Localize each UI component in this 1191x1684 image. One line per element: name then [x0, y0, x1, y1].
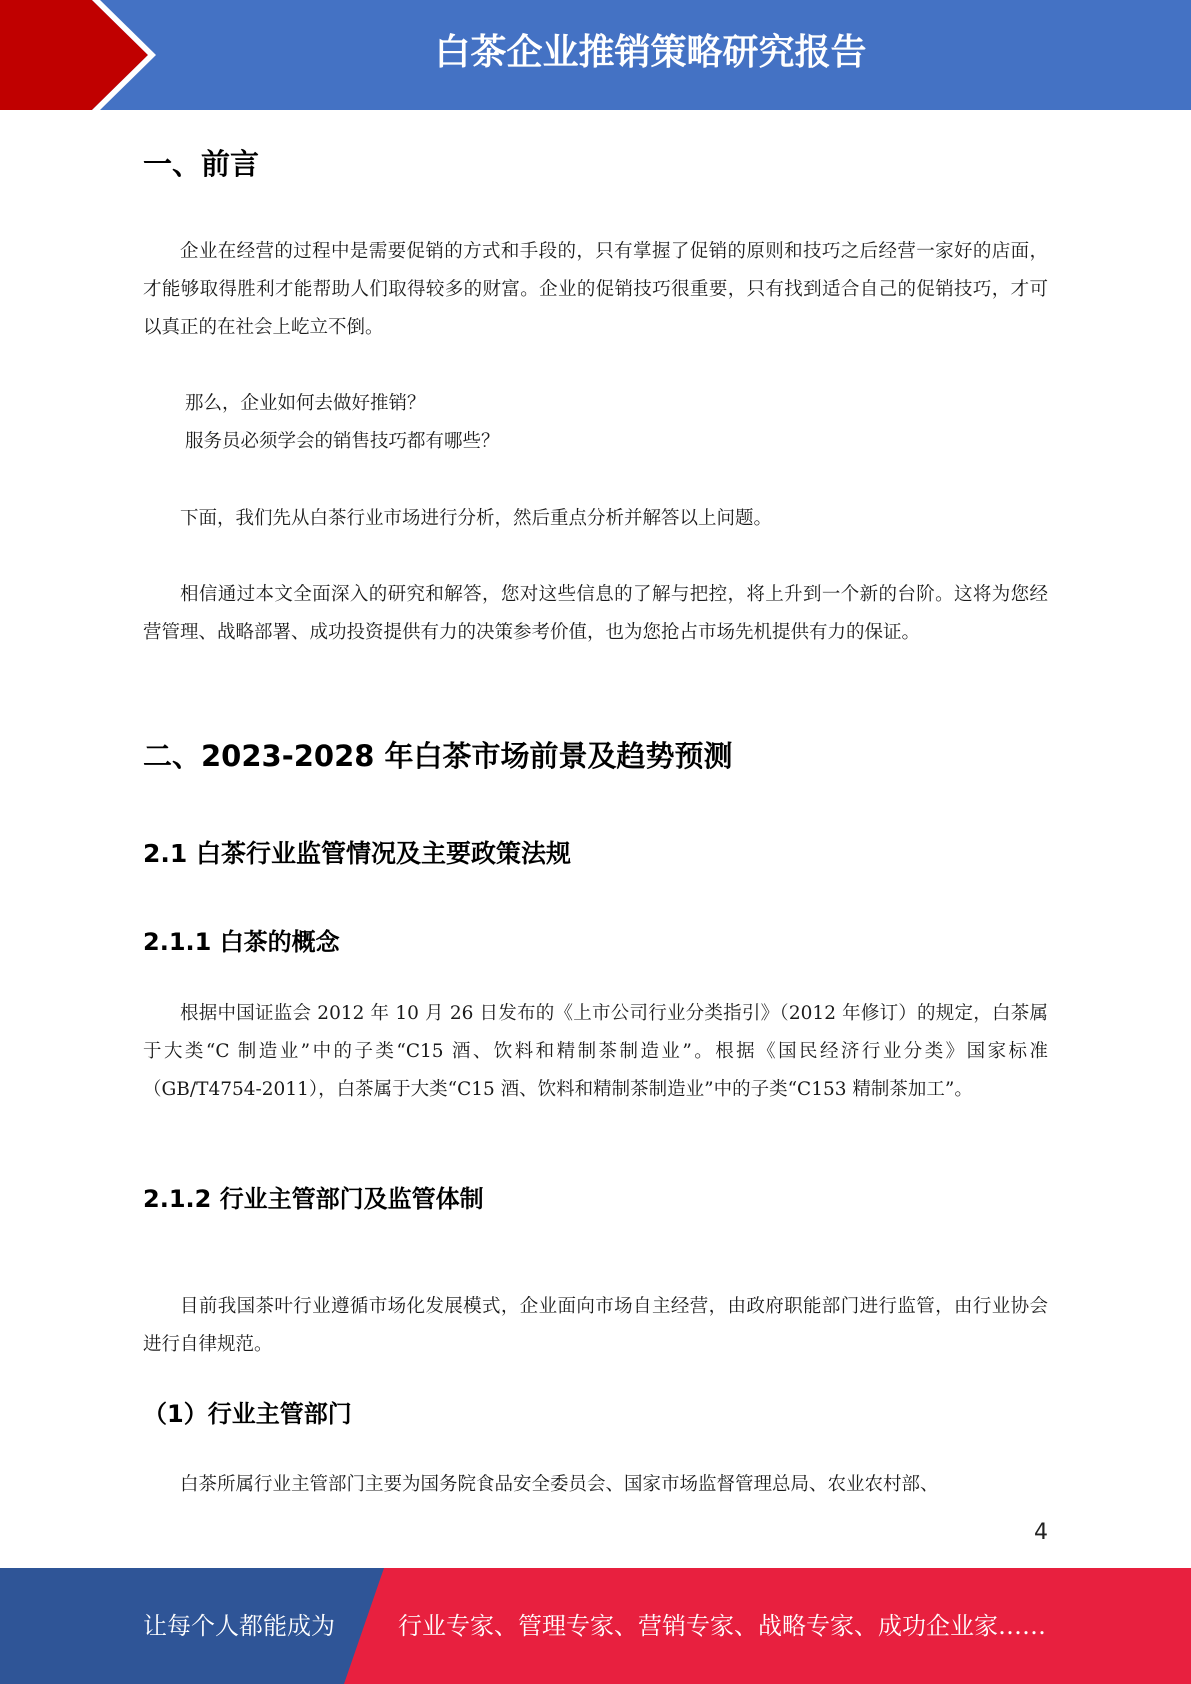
- preface-paragraph-3: 相信通过本文全面深入的研究和解答，您对这些信息的了解与把控，将上升到一个新的台阶。这将为您经营管理、战略部署、成功投资提供有力的决策参考价值，也为您抢占市场先机提供有力的保证。: [143, 584, 1048, 643]
- preface-heading: 一、前言: [143, 147, 260, 181]
- forecast-heading: 二、2023-2028 年白茶市场前景及趋势预测: [143, 739, 733, 773]
- authority-heading: （1）行业主管部门: [143, 1400, 352, 1428]
- section-2-1-1-heading: 2.1.1 白茶的概念: [143, 928, 340, 956]
- footer-slogan-right: 行业专家、管理专家、营销专家、战略专家、成功企业家……: [398, 1612, 1046, 1640]
- page-header: [0, 0, 1191, 110]
- section-2-1-2-heading: 2.1.2 行业主管部门及监管体制: [143, 1185, 484, 1213]
- authority-paragraph: 白茶所属行业主管部门主要为国务院食品安全委员会、国家市场监督管理总局、农业农村部、: [180, 1474, 939, 1495]
- footer-slogan-left: 让每个人都能成为: [143, 1612, 335, 1640]
- regulation-paragraph: 目前我国茶叶行业遵循市场化发展模式，企业面向市场自主经营，由政府职能部门进行监管，由行业协会进行自律规范。: [143, 1296, 1048, 1355]
- preface-paragraph-1: 企业在经营的过程中是需要促销的方式和手段的，只有掌握了促销的原则和技巧之后经营一家好的店面，才能够取得胜利才能帮助人们取得较多的财富。企业的促销技巧很重要，只有找到适合自己的促销技巧，才可以真正的在社会上屹立不倒。: [143, 241, 1048, 338]
- header-title: 白茶企业推销策略研究报告: [434, 32, 867, 73]
- question-2: 服务员必须学会的销售技巧都有哪些？: [185, 431, 500, 452]
- concept-paragraph: 根据中国证监会 2012 年 10 月 26 日发布的《上市公司行业分类指引》（2012 年修订）的规定，白茶属于大类“C 制造业”中的子类“C15 酒、饮料和精制茶制造业”。根据《国民经济行业分类》国家标准（GB/T4754-2011），白茶属于大类“C15 酒、饮料和精制茶制造业”中的子类“C153 精制茶加工”。: [143, 1003, 1048, 1100]
- question-1: 那么，企业如何去做好推销？: [185, 393, 426, 414]
- preface-paragraph-2: 下面，我们先从白茶行业市场进行分析，然后重点分析并解答以上问题。: [180, 508, 773, 529]
- page-number: 4: [1034, 1520, 1048, 1545]
- section-2-1-heading: 2.1 白茶行业监管情况及主要政策法规: [143, 839, 571, 868]
- page-footer: [0, 1568, 1191, 1684]
